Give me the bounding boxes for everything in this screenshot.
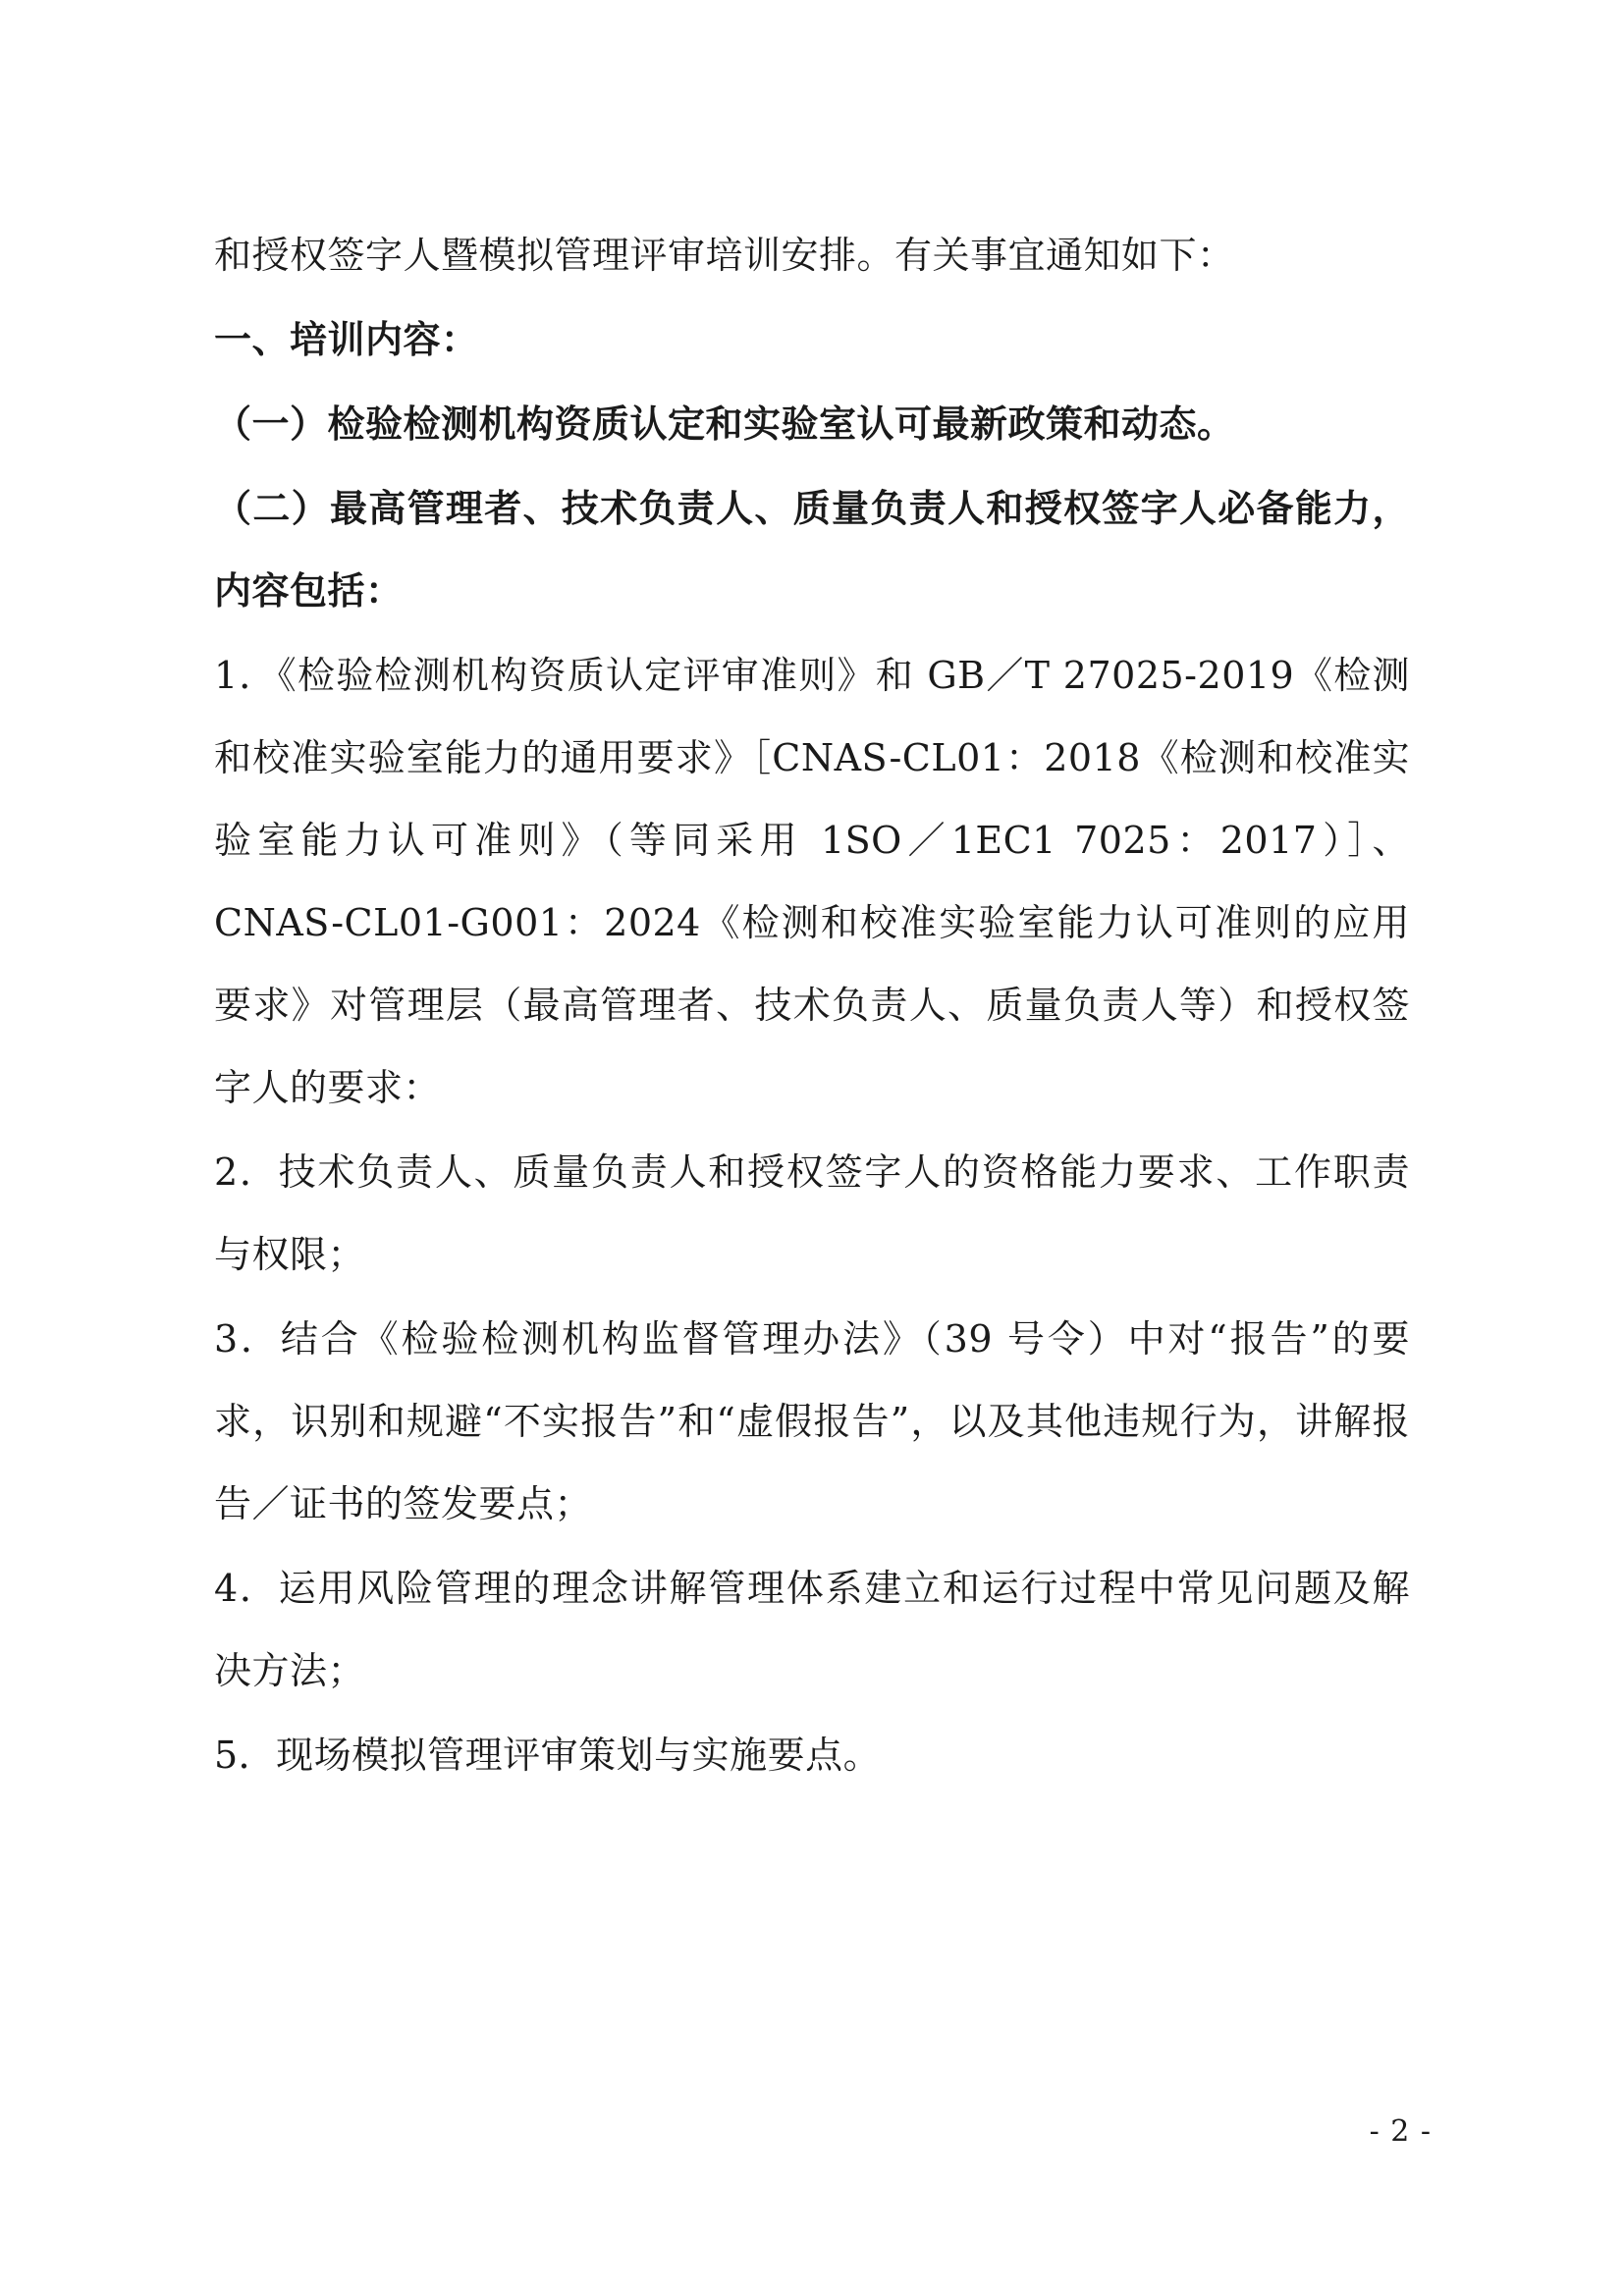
- page-number: - 2 -: [1369, 2114, 1432, 2149]
- paragraph-sub-3: 3．结合《检验检测机构监督管理办法》（39 号令）中对“报告”的要求，识别和规避“不实报告”和“虚假报告”，以及其他违规行为，讲解报告／证书的签发要点；: [214, 1317, 1410, 1525]
- heading-section-one: 一、培训内容：: [214, 317, 479, 361]
- paragraph-sub-1: 1．《检验检测机构资质认定评审准则》和 GB／T 27025-2019《检测和校准实验室能力的通用要求》［CNAS-CL01：2018《检测和校准实验室能力认可准则》（等同采用 1SO／1EC1 7025：2017）］、CNAS-CL01-G001：2024《检测和校准实验室能力认可准则的应用要求》对管理层（最高管理者、技术负责人、质量负责人等）和授权签字人的要求：: [214, 654, 1410, 1109]
- paragraph-continuation: 和授权签字人暨模拟管理评审培训安排。有关事宜通知如下：: [214, 234, 1235, 277]
- heading-item-two: （二）最高管理者、技术负责人、质量负责人和授权签字人必备能力，内容包括：: [214, 486, 1410, 613]
- heading-item-one: （一）检验检测机构资质认定和实验室认可最新政策和动态。: [214, 401, 1235, 446]
- paragraph-sub-4: 4．运用风险管理的理念讲解管理体系建立和运行过程中常见问题及解决方法；: [214, 1567, 1410, 1692]
- paragraph-sub-2: 2．技术负责人、质量负责人和授权签字人的资格能力要求、工作职责与权限；: [214, 1150, 1410, 1276]
- document-body: [214, 214, 1410, 1798]
- paragraph-sub-5: 5．现场模拟管理评审策划与实施要点。: [214, 1734, 882, 1777]
